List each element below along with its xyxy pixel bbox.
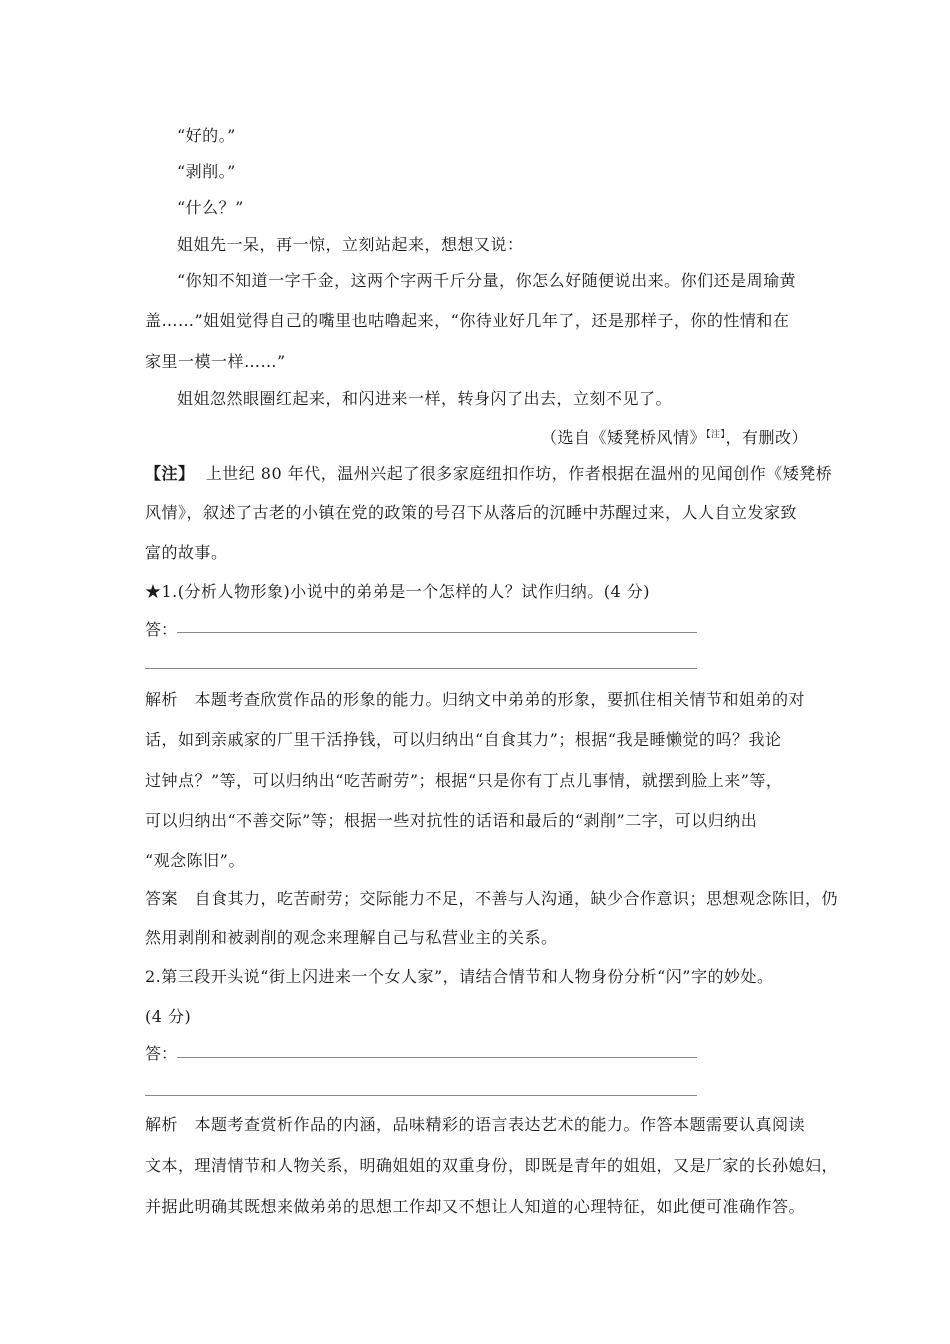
- answer-blank-line[interactable]: [177, 1056, 697, 1058]
- answer-line: 答案 自食其力，吃苦耐劳；交际能力不足，不善与人沟通，缺少合作意识；思想观念陈旧，仍: [145, 889, 839, 908]
- question-1: ★1.(分析人物形象)小说中的弟弟是一个怎样的人？试作归纳。(4 分): [145, 582, 651, 601]
- analysis-line: 解析 本题考查欣赏作品的形象的能力。归纳文中弟弟的形象，要抓住相关情节和姐弟的对: [145, 690, 806, 709]
- answer-blank-line[interactable]: [145, 667, 697, 669]
- answer-label: 答：: [145, 1044, 178, 1063]
- answer-label: 答：: [145, 620, 178, 639]
- analysis-line: 解析 本题考查赏析作品的内涵，品味精彩的语言表达艺术的能力。作答本题需要认真阅读: [145, 1115, 806, 1134]
- question-2: 2.第三段开头说“街上闪进来一个女人家”，请结合情节和人物身份分析“闪”字的妙处。: [145, 967, 774, 986]
- dialogue-line: “什么？”: [177, 198, 244, 217]
- analysis-line: 过钟点？”等，可以归纳出“吃苦耐劳”；根据“只是你有丁点儿事情，就摆到脸上来”等，: [145, 771, 783, 790]
- speech-line: “你知不知道一字千金，这两个字两千斤分量，你怎么好随便说出来。你们还是周瑜黄: [177, 271, 797, 290]
- note-mark: 【注】: [705, 430, 726, 440]
- dialogue-line: “剥削。”: [177, 162, 236, 181]
- answer-blank-line[interactable]: [145, 1094, 697, 1096]
- question-2-points: (4 分): [145, 1007, 192, 1026]
- analysis-line: “观念陈旧”。: [145, 851, 245, 870]
- answer-line: 然用剥削和被剥削的观念来理解自己与私营业主的关系。: [145, 928, 558, 947]
- dialogue-line: “好的。”: [177, 126, 236, 145]
- analysis-line: 话，如到亲戚家的厂里干活挣钱，可以归纳出“自食其力”；根据“我是睡懒觉的吗？我论: [145, 730, 782, 749]
- narration-line: 姐姐忽然眼圈红起来，和闪进来一样，转身闪了出去，立刻不见了。: [177, 389, 673, 408]
- analysis-line: 可以归纳出“不善交际”等；根据一些对抗性的话语和最后的“剥削”二字，可以归纳出: [145, 811, 758, 830]
- speech-line: 家里一模一样……”: [145, 352, 286, 371]
- note-line: 风情》，叙述了古老的小镇在党的政策的号召下从落后的沉睡中苏醒过来，人人自立发家致: [145, 503, 798, 522]
- answer-blank-line[interactable]: [177, 631, 697, 633]
- narration-line: 姐姐先一呆，再一惊，立刻站起来，想想又说：: [177, 235, 524, 254]
- note-label: 【注】: [145, 464, 195, 483]
- note-line: 【注】 上世纪 80 年代，温州兴起了很多家庭纽扣作坊，作者根据在温州的见闻创作《矮凳桥: [145, 464, 833, 483]
- analysis-line: 文本，理清情节和人物关系，明确姐姐的双重身份，即既是青年的姐姐，又是厂家的长孙媳妇，: [145, 1156, 839, 1175]
- source-citation: （选自《矮凳桥风情》$^{【注】}$，有删改）: [540, 428, 808, 447]
- analysis-line: 并据此明确其既想来做弟弟的思想工作却又不想让人知道的心理特征，如此便可准确作答。: [145, 1197, 806, 1216]
- note-line: 富的故事。: [145, 543, 228, 562]
- speech-line: 盖……”姐姐觉得自己的嘴里也咕噜起来，“你待业好几年了，还是那样子，你的性情和在: [145, 311, 790, 330]
